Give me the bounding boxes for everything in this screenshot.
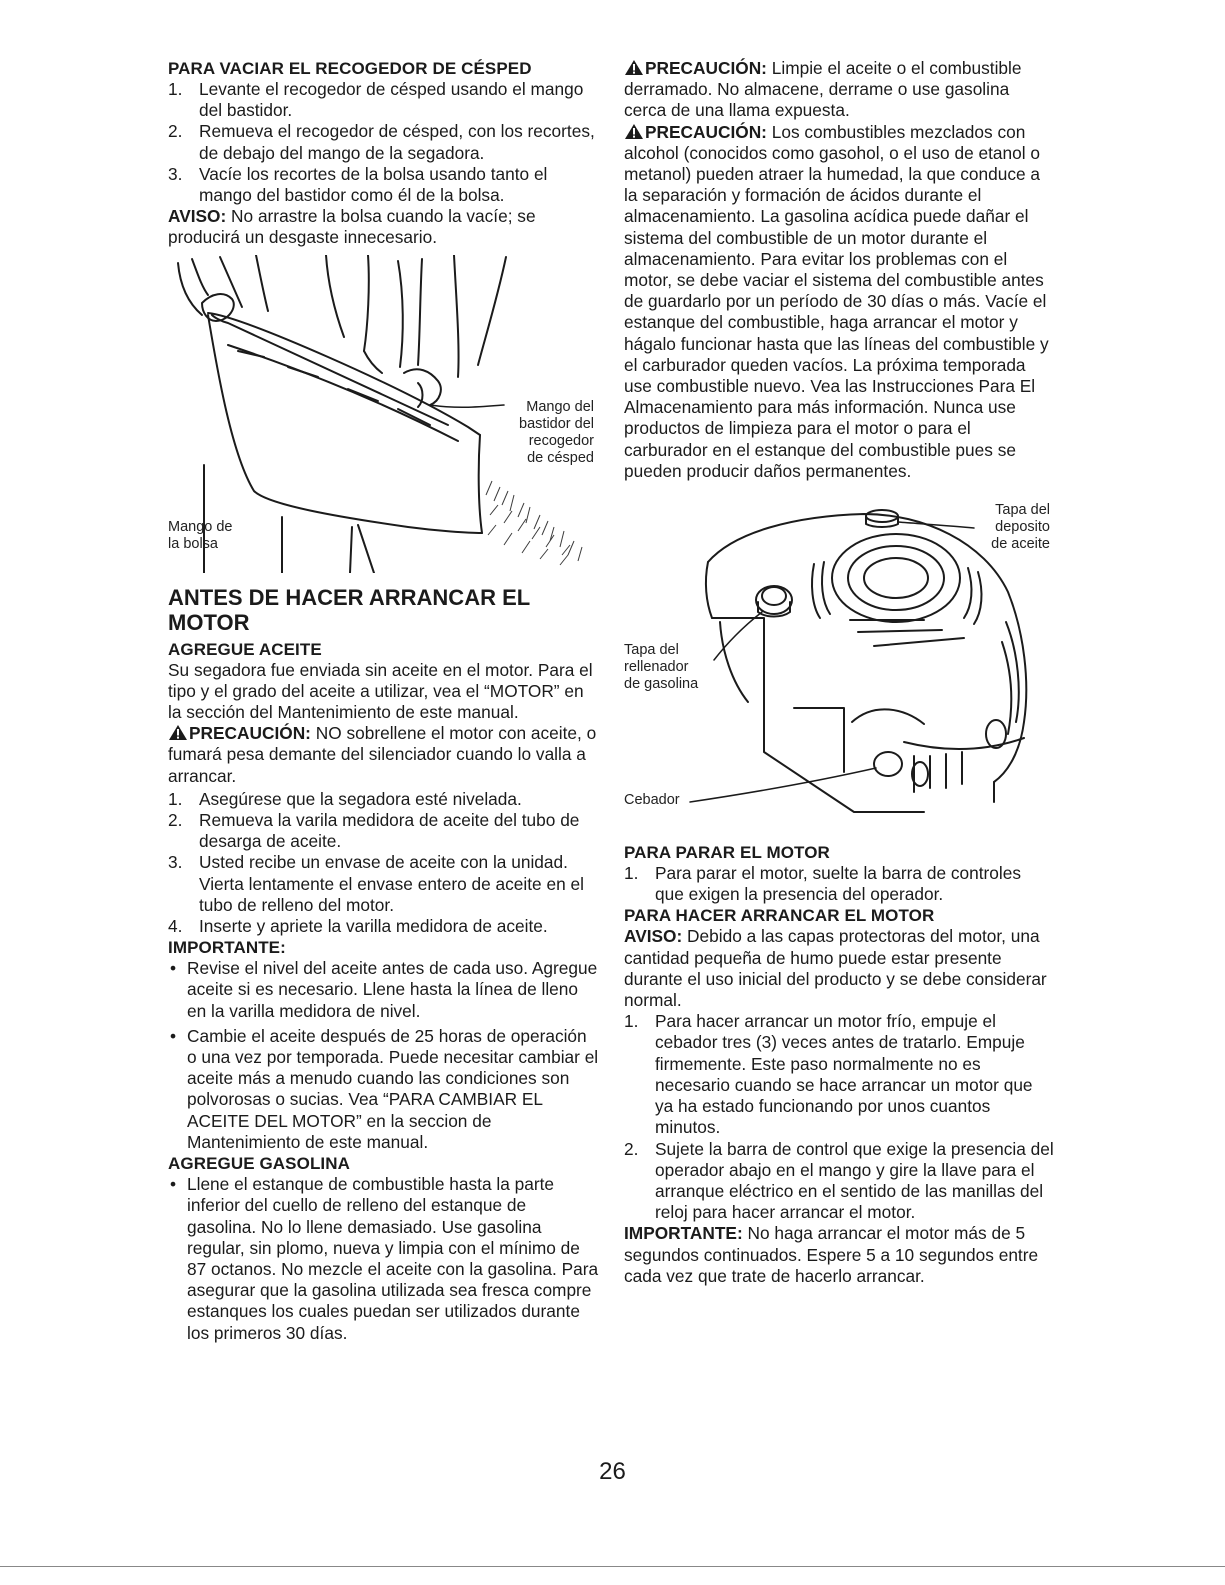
list-item: 2. Remueva el recogedor de césped, con los recortes, de debajo del mango de la segadora.	[168, 121, 595, 163]
heading-agregue-gasolina: AGREGUE GASOLINA	[168, 1154, 351, 1174]
oil-cap-label: Tapa del deposito de aceite	[991, 502, 1050, 553]
page-number: 26	[599, 1458, 626, 1485]
list-item: 2. Sujete la barra de control que exige la presencia del operador abajo en el mango y gire la llave para el arranque eléctrico en el sentido de las manillas del reloj para hacer arrancar el motor.	[624, 1138, 1054, 1223]
aviso-humo: AVISO: Debido a las capas protectoras del motor, una cantidad pequeña de humo puede estar presente durante el uso inicial del producto y se debe considerar normal.	[624, 926, 1047, 1011]
bullet-item: • Revise el nivel del aceite antes de cada uso. Agregue aceite si es necesario. Llene hasta la línea de lleno en la varilla medidora de nivel.	[170, 958, 598, 1021]
engine-figure	[624, 502, 1054, 830]
list-item: 1. Levante el recogedor de césped usando el mango del bastidor.	[168, 79, 584, 121]
bullet-item: • Cambie el aceite después de 25 horas de operación o una vez por temporada. Puede necesitar cambiar el aceite más a menudo cuando las condiciones son polvorosas o sucias. Vea “PARA CAMBIAR EL ACEITE DEL MOTOR” en la seccion de Mantenimiento de este manual.	[170, 1025, 599, 1152]
fuel-cap-label: Tapa del rellenador de gasolina	[624, 642, 699, 693]
heading-importante: IMPORTANTE:	[168, 938, 286, 958]
list-item: 1. Asegúrese que la segadora esté nivelada.	[168, 788, 522, 809]
list-item: 1. Para hacer arrancar un motor frío, empuje el cebador tres (3) veces antes de tratarlo. Empuje firmemente. Este paso normalmente no es necesario cuando se hace arrancar un motor que ya ha estado funcionando por unos cuantos minutos.	[624, 1011, 1033, 1138]
heading-arrancar-motor: PARA HACER ARRANCAR EL MOTOR	[624, 906, 935, 926]
primer-label: Cebador	[624, 792, 680, 809]
warning-icon	[168, 724, 188, 741]
list-item: 3. Vacíe los recortes de la bolsa usando tanto el mango del bastidor como él de la bolsa.	[168, 163, 548, 206]
heading-antes-arrancar: ANTES DE HACER ARRANCAR EL MOTOR	[168, 584, 530, 635]
precaucion-combustibles: PRECAUCIÓN: Los combustibles mezclados con alcohol (conocidos como gasohol, o el uso de etanol o metanol) pueden atraer la humedad, la que conduce a la separación y formación de ácidos durante el almacenamiento. La gasolina acídica puede dañar el sistema del combustible de un motor durante el almacenamiento. Para evitar los problemas con el motor, se debe vaciar el sistema del combustible antes de guardarlo por un período de 30 días o más. Vacíe el estanque del combustible, haga arrancar el motor y hágalo funcionar hasta que las líneas del combustible y el carburador queden vacíos. La próxima temporada use combustible nuevo. Vea las Instrucciones Para El Almacenamiento para más información. Nunca use productos de limpieza para el motor o para el carburador en el estanque del combustible pues se pueden producir daños permanentes.	[624, 121, 1049, 481]
precaucion-aceite: PRECAUCIÓN: NO sobrellene el motor con aceite, o fumará pesa demante del silenciador cuando lo valla a arrancar.	[168, 723, 597, 786]
list-item: 3. Usted recibe un envase de aceite con la unidad. Vierta lentamente el envase entero de aceite en el tubo de relleno del motor.	[168, 852, 584, 915]
bottom-rule	[0, 1566, 1225, 1567]
precaucion-limpie: PRECAUCIÓN: Limpie el aceite o el combustible derramado. No almacene, derrame o use gasolina cerca de una llama expuesta.	[624, 58, 1022, 121]
bag-handle-label: Mango de la bolsa	[168, 518, 233, 552]
heading-vaciar-recogedor: PARA VACIAR EL RECOGEDOR DE CÉSPED	[168, 59, 532, 78]
list-item: 2. Remueva la varila medidora de aceite del tubo de desarga de aceite.	[168, 810, 580, 852]
importante-arrancar: IMPORTANTE: No haga arrancar el motor más de 5 segundos continuados. Espere 5 a 10 segundos entre cada vez que trate de hacerlo arrancar.	[624, 1223, 1039, 1286]
frame-handle-label: Mango del bastidor del recogedor de césped	[519, 398, 594, 466]
bullet-item: • Llene el estanque de combustible hasta la parte inferior del cuello de relleno del estanque de gasolina. No lo llene demasiado. Use gasolina regular, sin plomo, nueva y limpia con el mínimo de 87 octanos. No mezcle el aceite con la gasolina. Para asegurar que la gasolina utilizada sea fresca compre estanques los cuales puedan ser utilizados durante los primeros 30 días.	[170, 1174, 599, 1343]
right-column	[624, 58, 1054, 1287]
warning-icon	[624, 59, 644, 76]
heading-parar-motor: PARA PARAR EL MOTOR	[624, 843, 830, 863]
aviso-paragraph: AVISO: No arrastre la bolsa cuando la vacíe; se producirá un desgaste innecesario.	[168, 206, 536, 248]
list-item: 1. Para parar el motor, suelte la barra de controles que exigen la presencia del operador.	[624, 863, 1021, 905]
grass-bag-figure	[168, 255, 600, 573]
warning-icon	[624, 123, 644, 140]
left-column	[168, 58, 600, 1344]
heading-agregue-aceite: AGREGUE ACEITE	[168, 639, 322, 659]
paragraph-aceite: Su segadora fue enviada sin aceite en el motor. Para el tipo y el grado del aceite a utilizar, vea el “MOTOR” en la sección del Mantenimiento de este manual.	[168, 659, 593, 723]
list-item: 4. Inserte y apriete la varilla medidora de aceite.	[168, 916, 548, 937]
